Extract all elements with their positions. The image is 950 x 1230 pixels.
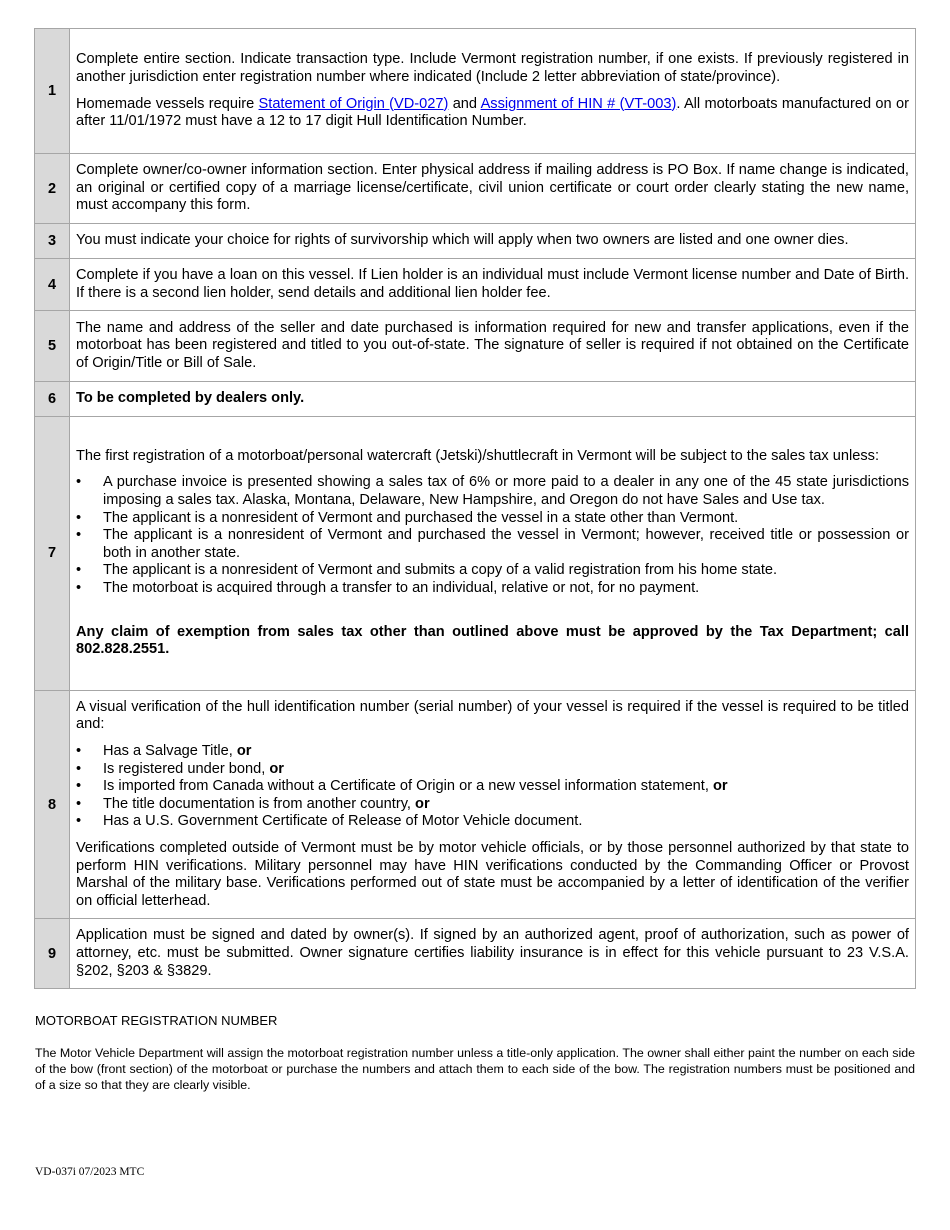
row-number: 7 bbox=[35, 416, 70, 690]
list-item: • The motorboat is acquired through a transfer to an individual, relative or not, for no payment. bbox=[76, 580, 909, 598]
text-span: Is imported from Canada without a Certificate of Origin or a new vessel information statement, bbox=[103, 778, 713, 795]
row-text bbox=[70, 416, 916, 690]
sales-tax-intro: The first registration of a motorboat/personal watercraft (Jetski)/shuttlecraft in Vermont will be subject to the sales tax unless: bbox=[76, 447, 880, 464]
table-row bbox=[35, 919, 916, 989]
form-footer: VD-037i 07/2023 MTC bbox=[35, 1166, 145, 1178]
statement-of-origin-link[interactable]: Statement of Origin (VD-027) bbox=[258, 95, 449, 112]
row-text: Application must be signed and dated by owner(s). If signed by an authorized agent, proof of authorization, such as power of attorney, etc. must be submitted. Owner signature certifies liability insurance is in effect for this vehicle pursuant to 23 V.S.A. §202, §203 & §3829. bbox=[70, 919, 916, 989]
list-item bbox=[76, 778, 909, 796]
row-text: Complete owner/co-owner information section. Enter physical address if mailing address is PO Box. If name change is indicated, an original or certified copy of a marriage license/certificate, civil union certificate or court order clearly stating the new name, must accompany this form. bbox=[70, 154, 916, 224]
table-row bbox=[35, 311, 916, 382]
row-text: The name and address of the seller and date purchased is information required for new and transfer applications, even if the motorboat has been registered and titled to you out-of-state. The signature of seller is required if not obtained on the Certificate of Origin/Title or Bill of Sale. bbox=[70, 311, 916, 382]
row-number: 4 bbox=[35, 259, 70, 311]
sales-tax-exemption-list bbox=[76, 474, 909, 597]
row-number: 1 bbox=[35, 29, 70, 154]
row-text bbox=[70, 29, 916, 154]
table-row bbox=[35, 259, 916, 311]
row-number: 6 bbox=[35, 382, 70, 417]
text-span: Is registered under bond, bbox=[103, 760, 270, 777]
list-item bbox=[76, 813, 909, 831]
tax-department-note: Any claim of exemption from sales tax other than outlined above must be approved by the Tax Department; call 802.828.2551. bbox=[76, 623, 909, 658]
list-item: • A purchase invoice is presented showing a sales tax of 6% or more paid to a dealer in any one of the 45 state jurisdictions imposing a sales tax. Alaska, Montana, Delaware, New Hampshire, and Oregon do not have Sales and Use tax. bbox=[76, 474, 909, 509]
row-number: 3 bbox=[35, 224, 70, 259]
row-number: 8 bbox=[35, 690, 70, 919]
row-number: 5 bbox=[35, 311, 70, 382]
text-span: Has a Salvage Title, bbox=[103, 742, 237, 759]
row-number: 9 bbox=[35, 919, 70, 989]
emphasis: or bbox=[236, 742, 252, 759]
row-text: You must indicate your choice for rights of survivorship which will apply when two owners are listed and one owner dies. bbox=[70, 224, 916, 259]
table-row bbox=[35, 690, 916, 919]
text-span: Has a U.S. Government Certificate of Release of Motor Vehicle document. bbox=[103, 813, 583, 830]
row-number: 2 bbox=[35, 154, 70, 224]
table-row bbox=[35, 382, 916, 417]
list-item bbox=[76, 761, 909, 779]
hin-verification-closing: Verifications completed outside of Vermont must be by motor vehicle officials, or by those personnel authorized by that state to perform HIN verifications. Military personnel may have HIN verifications conducted by the Commanding Officer or Provost Marshal of the military base. Verifications performed out of state must be accompanied by a letter of identification of the verifier on official letterhead. bbox=[76, 839, 909, 909]
table-row bbox=[35, 224, 916, 259]
text-span: and bbox=[448, 95, 481, 112]
list-item bbox=[76, 796, 909, 814]
list-item: • The applicant is a nonresident of Vermont and purchased the vessel in Vermont; however, received title or possession or both in another state. bbox=[76, 527, 909, 562]
row-text: Complete if you have a loan on this vessel. If Lien holder is an individual must include Vermont license number and Date of Birth. If there is a second lien holder, send details and additional lien holder fee. bbox=[70, 259, 916, 311]
section-body: The Motor Vehicle Department will assign the motorboat registration number unless a title-only application. The owner shall either paint the number on each side of the bow (front section) of the motorboat or purchase the numbers and attach them to each side of the bow. The registration numbers must be positioned and of a size so that they are clearly visible. bbox=[35, 1046, 915, 1092]
list-item: • The applicant is a nonresident of Vermont and purchased the vessel in a state other than Vermont. bbox=[76, 510, 909, 528]
row-1-homemade-paragraph bbox=[76, 96, 909, 131]
text-span: The title documentation is from another country, bbox=[103, 795, 416, 812]
instructions-table bbox=[34, 28, 916, 989]
table-row bbox=[35, 416, 916, 690]
emphasis: or bbox=[269, 760, 284, 777]
hin-verification-intro: A visual verification of the hull identification number (serial number) of your vessel is required if the vessel is required to be titled and: bbox=[76, 698, 909, 733]
hin-verification-list bbox=[76, 743, 909, 831]
assignment-of-hin-link[interactable]: Assignment of HIN # (VT-003) bbox=[480, 95, 677, 112]
list-item bbox=[76, 743, 909, 761]
text-span: . All motorboats manufactured on or after 11/01/1972 must have a 12 to 17 digit Hull Identification Number. bbox=[76, 95, 909, 130]
row-text bbox=[70, 690, 916, 919]
row-1-paragraph: Complete entire section. Indicate transaction type. Include Vermont registration number, if one exists. If previously registered in another jurisdiction enter registration number where indicated (Include 2 letter abbreviation of state/province). bbox=[76, 51, 909, 85]
table-row bbox=[35, 154, 916, 224]
section-title: MOTORBOAT REGISTRATION NUMBER bbox=[35, 1013, 278, 1028]
table-row bbox=[35, 29, 916, 154]
row-text: To be completed by dealers only. bbox=[70, 382, 916, 417]
emphasis: or bbox=[415, 795, 430, 812]
list-item: • The applicant is a nonresident of Vermont and submits a copy of a valid registration from his home state. bbox=[76, 562, 909, 580]
text-span: Homemade vessels require bbox=[76, 95, 259, 112]
emphasis: or bbox=[712, 778, 728, 795]
